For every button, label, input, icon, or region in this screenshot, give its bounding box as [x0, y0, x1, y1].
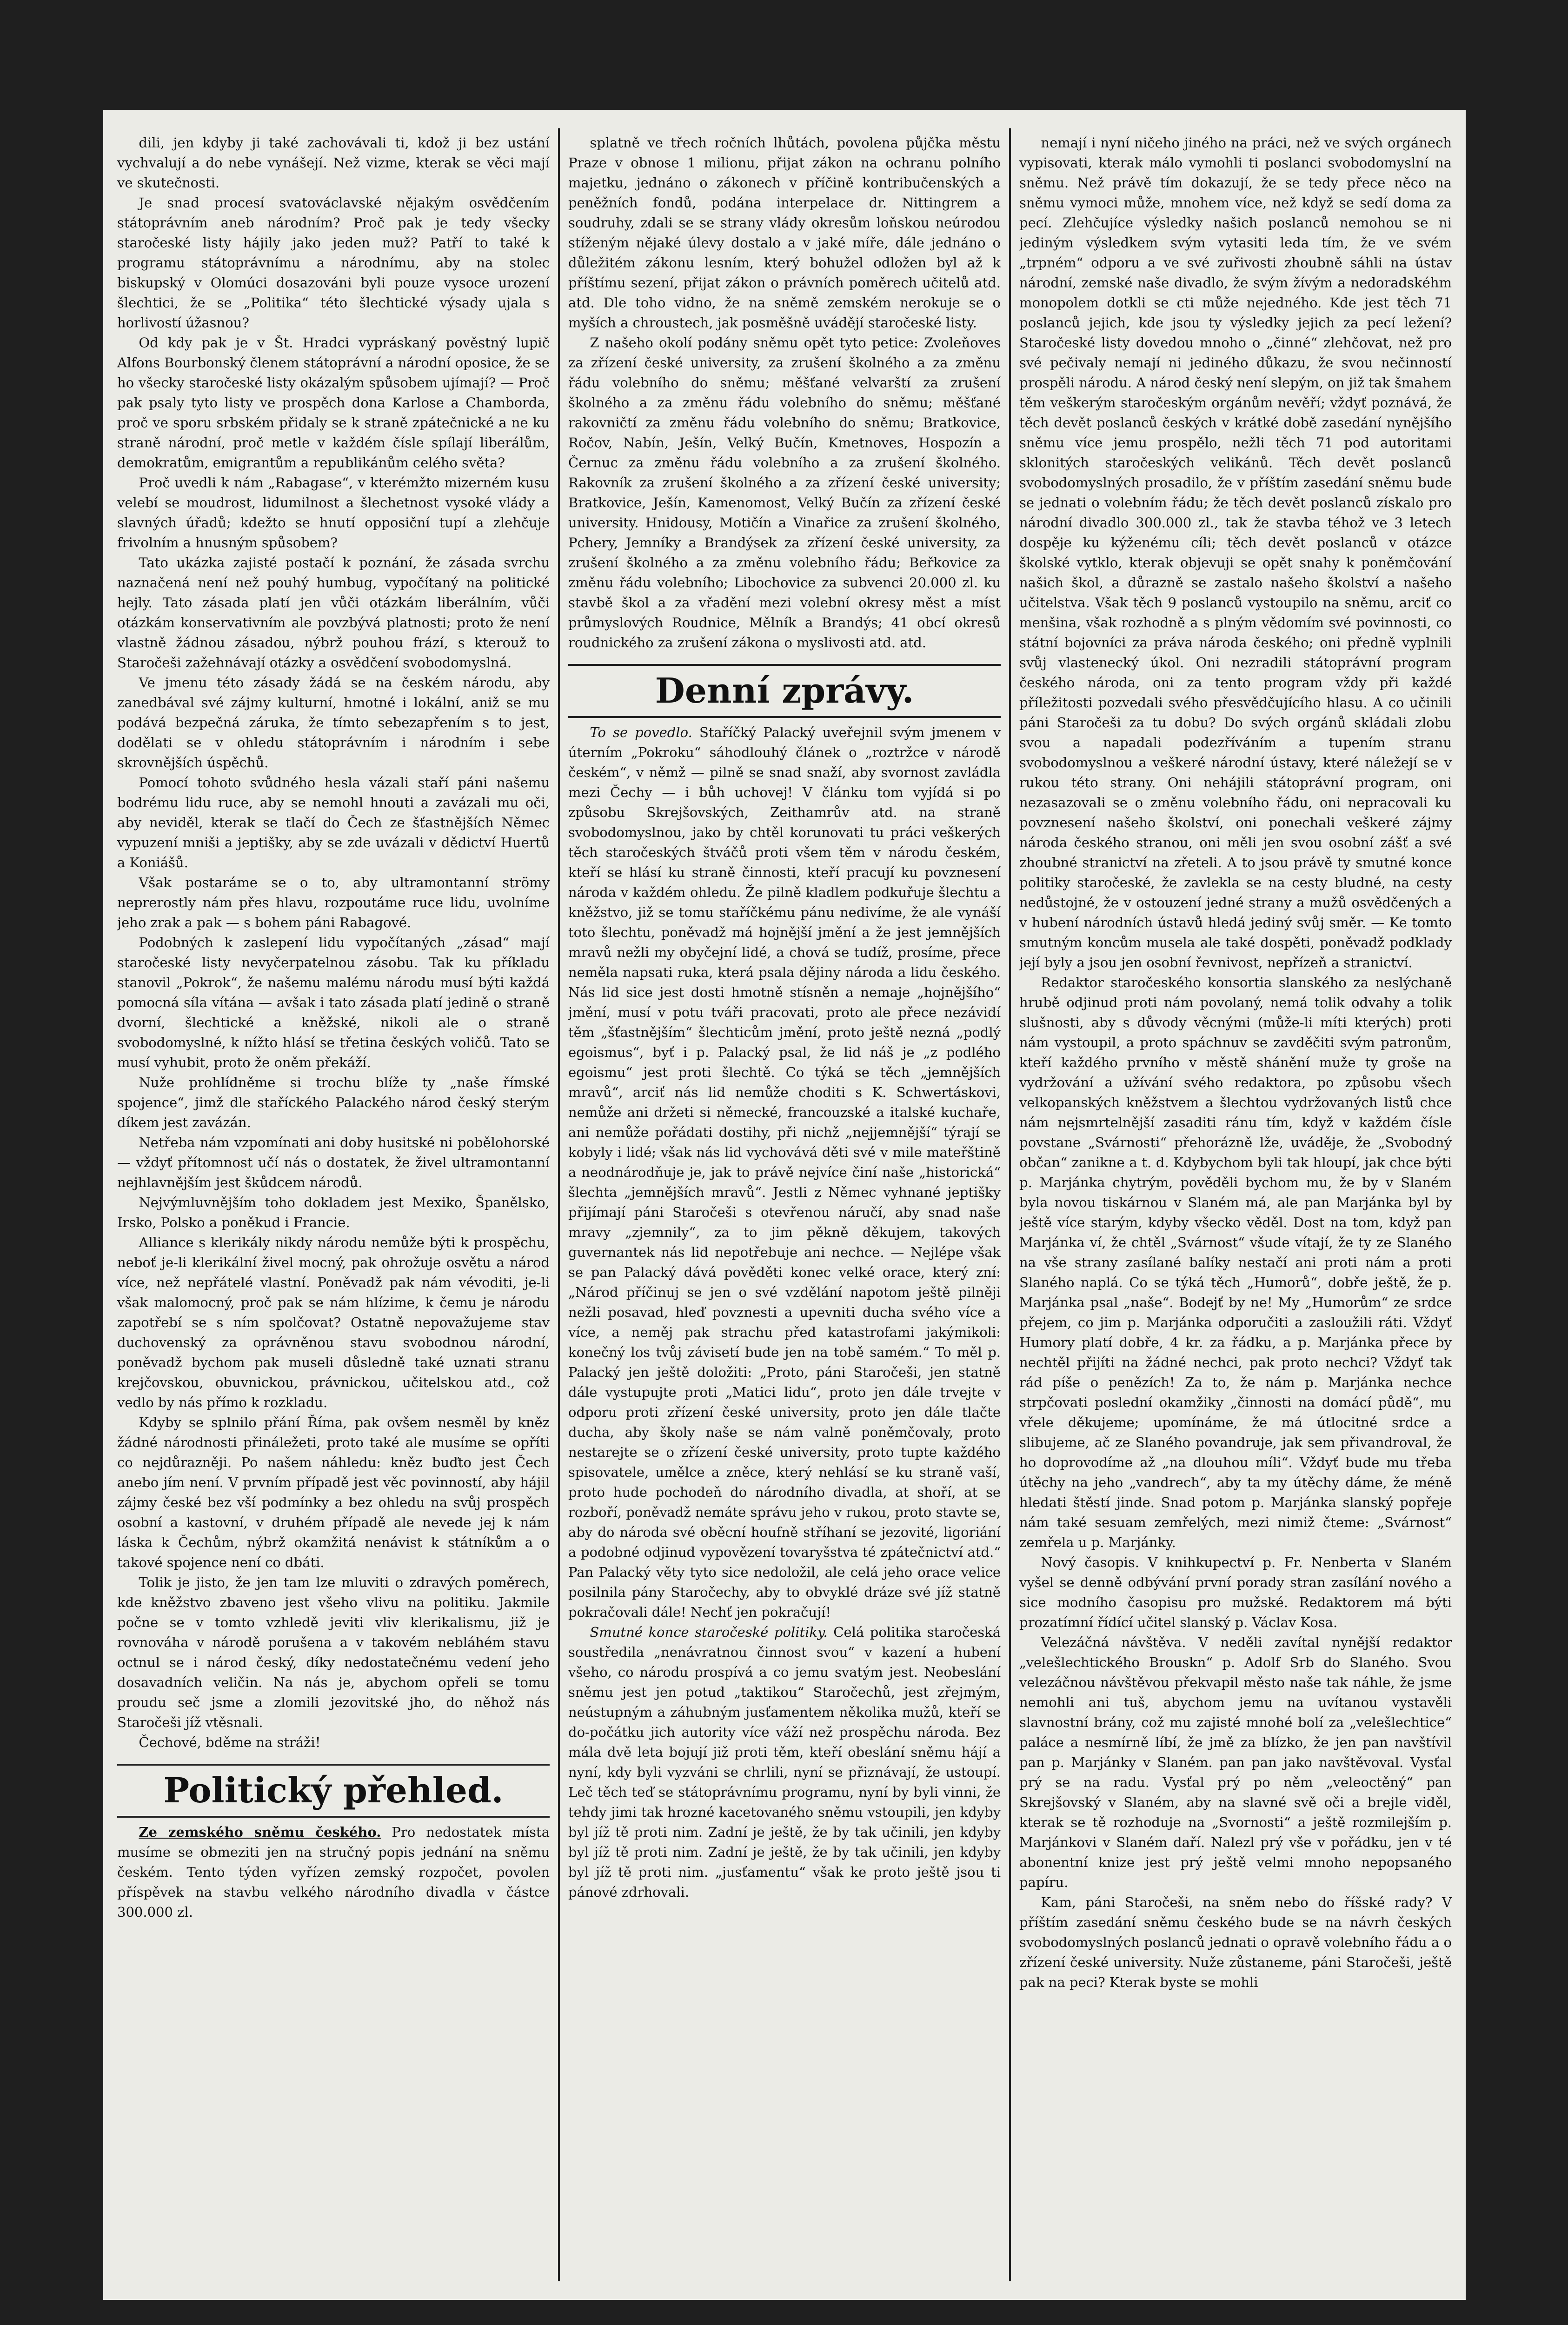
news-text: Staříčký Palacký uveřejnil svým jmenem v úterním „Pokroku“ sáhodlouhý článek o „roztržce v národě českém“, v němž — pilně se snad snaží, aby svornost zavládla mezi Čechy — i bůh uchovej! V článku tom vyjídá si po způsobu Skrejšovských, Zeithamrův atd. na straně svobodomyslnou, jako by chtěl korunovati tu práci veškerých těch staročeských štváčů proti všem těm v národu českém, kteří se hlásí ku straně činnosti, kteří pracují ku povznesení národa v každém ohledu. Že pilně kladlem podkuřuje šlechtu a kněžstvo, již se tomu staříčkému pánu nedivíme, že ale vynáší toto šlechtu, poněvadž má hojnější jmění a že jest jemnějších mravů nežli my obyčejní lidé, a chová se tudíž, prosíme, přece neměla napsati ruka, která psala dějiny národa a lidu českého. Nás lid sice jest dosti hmotně stísněn a nemaje „hojnějšího“ jmění, musí v potu tváři pracovati, proto ale přece nezávidí těm „šťastnějším“ šlechticům jmění, proto ještě nezná „podlý egoismus“, byť i p. Palacký psal, že lid náš je „z podlého egoismu“ jest proti šlechtě. Co týká se těch „jemnějších mravů“, arciť nás lid nemůže choditi s K. Schwertáskovi, nemůže ani držeti si německé, francouzské a italské kuchaře, ani nemůže pořádati dostihy, při nichž „nejjemnější“ týrají se kobyly i lidé; však nás lid vychovává děti své v mile mateřštině a neodnárodňuje je, jak to právě nejvíce činí naše „historická“ šlechta „jemnějších mravů“. Jestli z Němec vyhnané jeptišky přijímají páni Staročeši s otevřenou náručí, aby snad naše mravy „zjemnily“, za to jim pěkně děkujem, takových guvernantek nás lid nepotřebuje ani nechce. — Nejlépe však se pan Palacký dává pověděti konec velké orace, který zní: „Národ příčinuj se jen o své vzdělání napotom ještě pilněji nežli posavad, hleď povznesti a upevniti ducha svého více a více, a neměj pak strachu před katastrofami jakýmikoli: konečný los tvůj závisetí bude jen na tobě samém.“ To měl p. Palacký jen ještě doložiti: „Proto, páni Staročeši, jen statně dále vystupujte proti „Matici lidu“, proto jen dále trvejte v odporu proti zřízení české university, proto jen dále tlačte ducha, aby školy naše se nám valně poněmčovaly, proto nestarejte se o zřízení české university, proto tupte každého spisovatele, umělce a zněce, který nehlásí se ku straně vaší, proto hude pochodeň do národního divadla, at shoří, at se rozboří, poněvadž nemáte správu jeho v rukou, proto stavte se, aby do národa své oběcní houfně stříhaní se jezovité, ligoriání a podobné odjinud vypovězení tovaryšstva té zpátečnictví atd.“ Pan Palacký věty tyto sice nedoložil, ale celá jeho orace velice posilnila pány Staročechy, aby to obvyklé dráze své jíž statně pokračovali dále! Nechť jen pokračují!	[568, 724, 1001, 1620]
column-2	[568, 133, 1001, 2272]
newspaper-page	[103, 110, 1466, 2300]
paragraph: dili, jen kdyby ji také zachovávali ti, kdož ji bez ustání vychvalují a do nebe vynášejí. Než vizme, kterak se věci mají ve skutečnosti.	[117, 135, 550, 191]
column-rule	[1009, 128, 1011, 2281]
news-text: Celá politika staročeská soustředila „nenávratnou činnost svou“ v kazení a hubení všeho, co národu prospívá a co jemu svatým jest. Neobeslání sněmu jest jen potud „taktikou“ Staročechů, jest zřejmým, neústupným a záhubným jusťamentem několika mužů, kteří se do-počátku jich autority více váží než prospěchu národa. Bez mála dvě leta bojují již proti těm, kteří obeslání sněmu hájí a nyní, kdy byli vyzváni se chrlili, nyní se přiznávají, že ustoupí. Leč těch teď se státoprávnímu programu, nyní by byli vinni, že tehdy jimi tak hrozné kacetovaného sněmu vstoupili, jen kdyby byl jíž tě proti nim. Zadní je ještě, že by tak učinili, jen kdyby byl jíž tě proti nim. Zadní je ještě, že by tak učinili, jen kdyby byl jíž tě proti nim. „jusťamentu“ však ke proto ještě jsou ti pánové zdrhovali.	[568, 1624, 1001, 1900]
paragraph: Ve jmenu této zásady žádá se na českém národu, aby zanedbával své zájmy kulturní, hmotné i lokální, aniž se mu podává bezpečná záruka, že tímto sebezapřením s to jest, dodělati se v ohledu státoprávním i národním i sebe skrovnějších úspěchů.	[117, 675, 550, 771]
paragraph: Pro nedostatek místa musíme se obmeziti jen na stručný popis jednání na sněmu českém. Tento týden vyřízen zemský rozpočet, povolen příspěvek na stavbu velkého národního divadla v částce 300.000 zl.	[117, 1824, 550, 1920]
news-lead: Smutné konce staročeské politiky.	[590, 1624, 828, 1640]
paragraph: Však postaráme se o to, aby ultramontanní strömy neprerostly nám přes hlavu, rozpoutáme ruce lidu, uvolníme jeho zrak a pak — s bohem páni Rabagové.	[117, 875, 550, 930]
paragraph: Pomocí tohoto svůdného hesla vázali staří páni našemu bodrému lidu ruce, aby se nemohl hnouti a zavázali mu oči, aby neviděl, kterak se tlačí do Čech ze šťastnějších Němec vypuzení mniši a jeptišky, aby se zde uvázali v dědictví Huertů a Koniášů.	[117, 775, 550, 870]
paragraph: Od kdy pak je v Št. Hradci vypráskaný pověstný lupič Alfons Bourbonský členem státoprávní a národní oposice, že se ho všecky staročeské listy okázalým spůsobem ujímají? — Proč pak psaly tyto listy ve prospěch dona Karlose a Chamborda, proč ve sporu srbském přidaly se k straně zpátečnické a ne ku straně národní, proč metle v každém čísle spílají liberálům, demokratům, emigrantům a republikánům celého světa?	[117, 335, 550, 471]
paragraph: Tolik je jisto, že jen tam lze mluviti o zdravých poměrech, kde kněžstvo zbaveno jest všeho vlivu na politiku. Jakmile počne se v tomto vzhledě jeviti vliv klerikalismu, již je rovnováha v národě porušena a v takovém nebláhém stavu octnul se i národ český, díky nedostatečnému vedení jeho dosavadních veličin. Na nás je, abychom opřeli se tomu proudu seč jsme a zlomili jezovitské jho, do něhož nás Staročeši jíž vtěsnali.	[117, 1574, 550, 1730]
paragraph: Proč uvedli k nám „Rabagase“, v kterémžto mizerném kusu velebí se moudrost, lidumilnost a šlechetnost vysoké vlády a slavných úřadů; kdežto se hnutí opposiční tupí a zlehčuje frivolním a hnusným spůsobem?	[117, 475, 550, 551]
paragraph: Čechové, bděme na stráži!	[139, 1734, 321, 1750]
column-3	[1019, 133, 1452, 2272]
paragraph: Kdyby se splnilo přání Říma, pak ovšem nesměl by kněz žádné národnosti přináležeti, proto také ale musíme se opříti co nejdůrazněji. Po našem náhledu: kněz buďto jest Čech anebo jím není. V prvním případě jest věc povinností, aby hájil zájmy české bez vší podmínky a bez ohledu na svůj prospěch osobní a kastovní, v druhém případě ale nevede jej k nám láska k Čechům, nýbrž okamžitá nenávist k státníkům a o takové spojence není co dbáti.	[117, 1415, 550, 1570]
paragraph: Nový časopis. V knihkupectví p. Fr. Nenberta v Slaném vyšel se denně odbývání první porady stran zasílání nového a sice modního časopisu pro mužské. Redaktorem má býti prozatímní řídící učitel slanský p. Václav Kosa.	[1019, 1554, 1452, 1630]
paragraph: Redaktor staročeského konsortia slanského za neslýchaně hrubě odjinud proti nám povolaný, nemá tolik odvahy a tolik slušnosti, aby s důvody věcnými (může-li míti kterých) proti nám vystoupil, a proto spáchnuv se zavděčiti svým patronům, kteří každého prvního v městě shánění muže ty groše na vydržování a užívání svého redaktora, po způsobu všech velkopanských kněžstvem a šlechtou vydržovaných listů chce nám nejsmrtelnější zasaditi ránu tím, když v každém čísle povstane „Svárnosti“ přehorázně lže, uváděje, že „Svobodný občan“ zanikne a t. d. Kdybychom byli tak hloupí, jak chce býti p. Marjánka chytrým, pověděli bychom mu, že by v Slaném byla novou tiskárnou v Slaném má, ale pan Marjánka byl by ještě více starým, kdyby všecko věděl. Dost na tom, když pan Marjánka ví, že chtěl „Svárnost“ všude vítají, že ty ze Slaného na vše strany zasílané balíky nestačí ani proti nám a proti Slaného naplá. Co se týká těch „Humorů“, dobře ještě, že p. Marjánka psal „naše“. Bodejť by ne! My „Humorům“ ze srdce přejem, co jim p. Marjánka odporučiti a zasloužili ráti. Vždyť Humory platí dobře, 4 kr. za řádku, a p. Marjánka přece by nechtěl přijíti na žádné nechci, pak proto nechci? Vždyť tak rád píše o penězích! Za to, že nám p. Marjánka nechce strpčovati poslední okamžiky „činnosti na domácí půdě“, mu vřele děkujeme; upomínáme, že má útlocitné srdce a slibujeme, ač ze Slaného povandruje, jak sem přivandroval, že ho doprovodíme až „na dlouhou míli“. Vždyť bude mu třeba útěchy na jeho „vandrech“, aby ta my útěchy dáme, že méně hledati štěstí jinde. Snad potom p. Marjánka slanský popřeje nám také sesuam zemřelých, mezi nimiž čteme: „Svárnost“ zemřela u p. Marjánky.	[1019, 975, 1452, 1550]
paragraph: Kam, páni Staročeši, na sněm nebo do říšské rady? V příštím zasedání sněmu českého bude se na návrh českých svobodomyslných poslanců jednati o opravě volebního řádu a o zřízení české university. Nuže zůstaneme, páni Staročeši, ještě pak na peci? Kterak byste se mohli	[1019, 1894, 1452, 1990]
paragraph: Tato ukázka zajisté postačí k poznání, že zásada svrchu naznačená není než pouhý humbug, vypočítaný na politické hejly. Tato zásada platí jen vůči otázkám liberálním, vůči otázkám konservativním ale povzbývá platnosti; proto že není vlastně žádnou zásadou, nýbrž pouhou frází, s kterouž to Staročeši zažehnávají otázky a osvědčení svobodomyslná.	[117, 555, 550, 671]
sub-heading: Ze zemského sněmu českého.	[139, 1824, 381, 1840]
paragraph: Netřeba nám vzpomínati ani doby husitské ni pobělohorské — vždyť přítomnost učí nás o dostatek, že živel ultramontanní nejhlavnějším jest škůdcem národů.	[117, 1135, 550, 1190]
paragraph: Podobných k zaslepení lidu vypočítaných „zásad“ mají staročeské listy nevyčerpatelnou zásobu. Tak ku příkladu stanovil „Pokrok“, že našemu malému národu musí býti každá pomocná síla vítána — avšak i tato zásada platí jedině o straně dvorní, šlechtické a kněžské, nikoli ale o straně svobodomyslné, k nížto hlásí se třetina českých voličů. Tato se musí vyhubit, proto že oněm překáží.	[117, 935, 550, 1070]
paragraph: Alliance s klerikály nikdy národu nemůže býti k prospěchu, neboť je-li klerikální živel mocný, pak ohrožuje osvětu a národ více, než nepřátelé vlastní. Poněvadž pak nám vévoditi, je-li však malomocný, proč pak se nám hlízime, k čemu je národu zapotřebí se s ním spolčovat? Ostatně nepovažujeme stav duchovenský za oprávněnou stavu svobodnou národní, poněvadž bychom pak museli důsledně také uznati stranu krejčovskou, obuvnickou, právnickou, učitelskou atd., což vedlo by nás přímo k rozkladu.	[117, 1235, 550, 1410]
paragraph: Velezáčná návštěva. V neděli zavítal nynější redaktor „velešlechtického Brouskn“ p. Adolf Srb do Slaného. Svou velezáčnou návštěvou překvapil město naše tak náhle, že jsme nemohli ani tuš, abychom jemu na uvítanou vystavěli slavnostní brány, což mu zajisté mnohé bolí za „velešlechtice“ paláce a nesmírně líbí, že jmě za blízko, že jen pan navštívil pan p. Marjánky v Slaném. pan pan jako navštěvoval. Vysťal prý se na radu. Vysťal prý po něm „veleoctěný“ pan Skrejšovský v Slaném, aby na slavné svě oči a brejle viděl, kterak se tě rozhoduje na „Svornosti“ a ještě rozmilejším p. Marjánkovi v Slaném daří. Nalezl prý vše v pořádku, jen v té abonentní knize jest prý ještě velmi mnoho nepopsaného papíru.	[1019, 1634, 1452, 1890]
column-rule	[558, 128, 560, 2281]
section-title-daily-news: Denní zprávy.	[568, 664, 1001, 718]
paragraph: Nejvýmluvnějším toho dokladem jest Mexiko, Španělsko, Irsko, Polsko a poněkud i Francie.	[117, 1195, 550, 1230]
paragraph: nemají i nyní ničeho jiného na práci, než ve svých orgánech vypisovati, kterak málo vymohli ti poslanci svobodomyslní na sněmu. Než právě tím dokazují, že se tedy přece něco na sněmu vymoci může, mnohem více, než když se sedí doma za pecí. Zlehčujíce výsledky našich poslanců nemohou se ni jediným výsledkem svým vytasiti leda tím, že ve svém „trpném“ odporu a ve své zuřivosti zhoubně sáhli na ústav národní, zemské naše divadlo, že svým žívým a nedoradskéhm monopolem dotkli se cti může nejedného. Kde jest těch 71 poslanců jejich, kde jsou ty výsledky jejich za pecí ležení? Staročeské listy dovedou mnoho o „činné“ zlehčovat, než pro své pečivaly nemají ni jediného důkazu, že svou nečinností prospěli národu. A národ český není slepým, on již tak šmahem těm veškerým staročeským orgánům nevěří; vždyť poznává, že těch devět poslanců českých v krátké době zasedání nynějšího sněmu více jemu prospělo, nežli těch 71 pod autoritami sklonitých staročeských velikánů. Těch devět poslanců svobodomyslných prosadilo, že v příštím zasedání sněmu bude se jednati o volebním řádu; že těch devět poslanců získalo pro národní divadlo 300.000 zl., tak že stavba téhož ve 3 letech dospěje ku kýženému cíli; těch devět poslanců v otázce školské vytklo, kterak objevuji se opět snahy k poněmčování našich škol, a důrazně se zastalo našeho školství a našeho učitelstva. Však těch 9 poslanců vystoupilo na sněmu, arciť co menšina, však rozhodně a s plným vědomím své povinnosti, co státní bojovníci za práva národa českého; oni předně vyplnili svůj vlastenecký úkol. Oni nezradili státoprávní program českého národa, oni za tento program vždy při každé příležitosti pozvedali svého přesvědčujícího hlasu. A co učinili páni Staročeši za tu dobu? Do svých orgánů skládali zlobu svou a napadali podezříváním a tupením stranu svobodomyslnou a veškeré národní ústavy, které náležejí se v rukou této strany. Oni nehájili státoprávní program, oni nezasazovali se o změnu volebního řádu, oni nepracovali ku povznesení našeho školství, oni ponechali veškeré zájmy národa českého stranou, oni měli jen svou osobní zášť a své zhoubné stranictví na zřeteli. A to jsou právě ty smutné konce politiky staročeské, že zavlekla se na cesty bludné, na cesty nedůstojné, že v ostouzení jedné strany a mužů osvědčených a v hubení národních ústavů hledá jediný svůj směr. — Ke tomto smutným koncům musela ale také dospěti, poněvadž podklady její byly a jsou jen osobní řevnivost, nepřízeň a stranictví.	[1019, 135, 1452, 970]
paragraph: splatně ve třech ročních lhůtách, povolena půjčka městu Praze v obnose 1 milionu, přijat zákon na ochranu polního majetku, jednáno o zákonech v příčině kontribučenských a peněžních fondů, podána interpelace dr. Nittingrem a soudruhy, zdali se se strany vlády okresům loňskou neúrodou stíženým nějaké úlevy dostalo a v jaké míře, dále jednáno o důležitém zákonu lesním, který bohužel odložen byl až k příštímu sezení, přijat zákon o právních poměrech učitelů atd. atd. Dle toho vidno, že na sněmě zemském nerokuje se o myších a chroustech, jak posměšně uvádějí staročeské listy.	[568, 135, 1001, 331]
paragraph: Z našeho okolí podány sněmu opět tyto petice: Zvoleňoves za zřízení české university, za zrušení školného a za změnu řádu volebního do sněmu; měšťané velvarští za zrušení školného a za změnu řádu volebního do sněmu; měšťané rakovničtí za změnu řádu volebního do sněmu; Bratkovice, Ročov, Nabín, Ješín, Velký Bučín, Kmetnoves, Hospozín a Černuc za změnu řádu volebního a za zrušení školného. Rakovník za zrušení školného a za zřízení české university; Bratkovice, Ješín, Kamenomost, Velký Bučín za zřízení české university. Hnidousy, Motičín a Vinařice za zrušení školného, Pchery, Jemníky a Brandýsek za zřízení české university, za zrušení školného a za změnu volebního řádu; Beřkovice za změnu řádu volebního; Libochovice za subvenci 20.000 zl. ku stavbě škol a za vřadění mezi volební okresy měst a míst průmyslových Roudnice, Mělník a Brandýs; 41 obcí okresů roudnického za zrušení zákona o myslivosti atd. atd.	[568, 335, 1001, 651]
news-lead: To se povedlo.	[590, 724, 692, 740]
paragraph: Nuže prohlídněme si trochu blíže ty „naše římské spojence“, jimž dle staříckého Palackého národ český sterým díkem jest zavázán.	[117, 1075, 550, 1130]
section-title-political-overview: Politický přehled.	[117, 1764, 550, 1818]
paragraph: Je snad procesí svatováclavské nějakým osvědčením státoprávním aneb národním? Proč pak je tedy všecky staročeské listy hájily jako jeden muž? Patří to také k programu státoprávnímu a národnímu, aby na stolec biskupský v Olomúci dosazováni byli pouze vysoce urození šlechtici, že se „Politika“ této šlechtické výsady ujala s horlivostí úžasnou?	[117, 195, 550, 331]
column-1	[117, 133, 550, 2272]
